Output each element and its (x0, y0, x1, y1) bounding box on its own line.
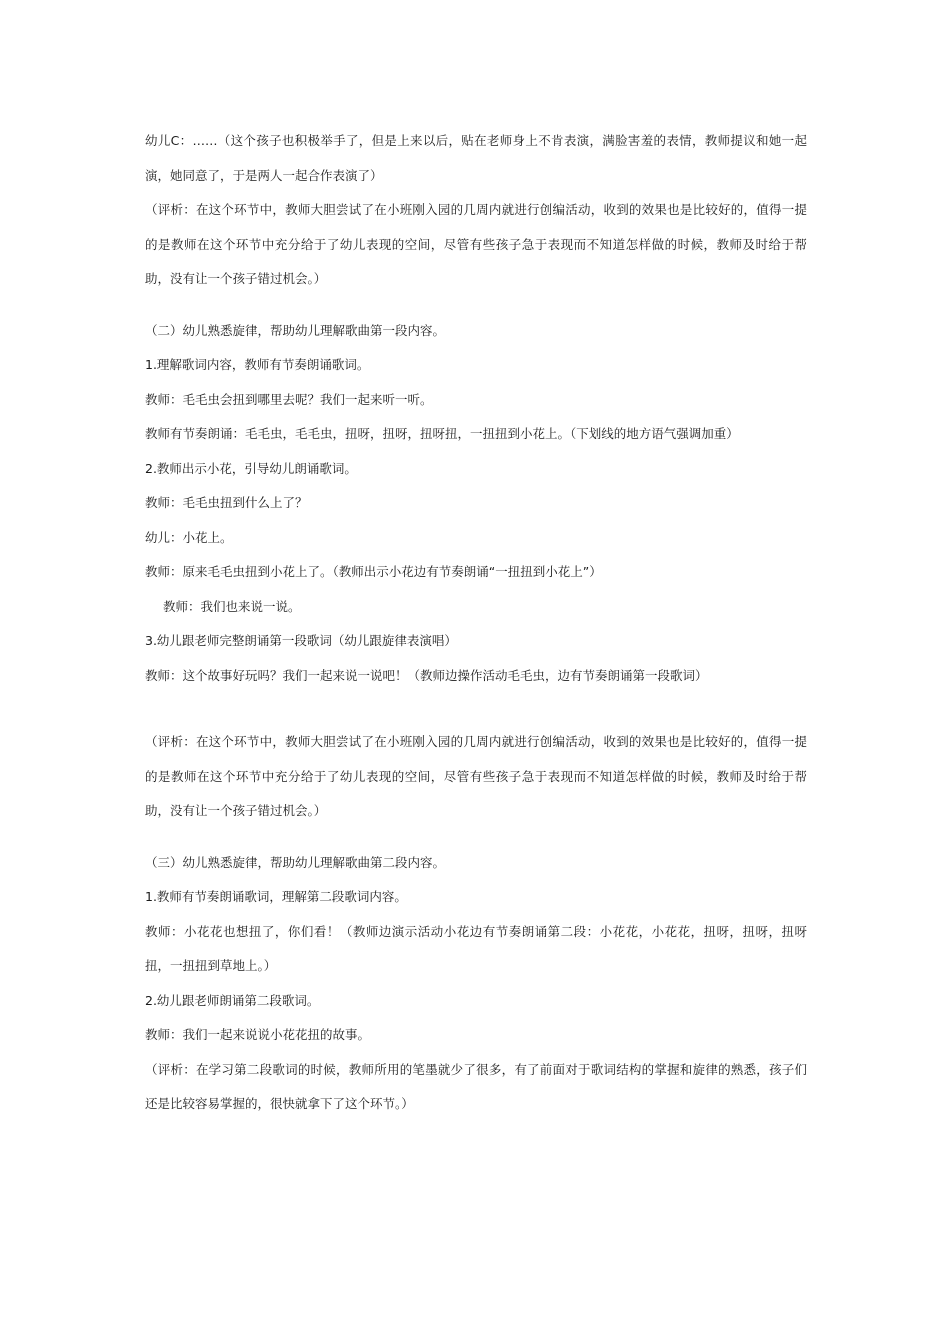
document-page (145, 124, 807, 1122)
section-heading-2: （二）幼儿熟悉旋律，帮助幼儿理解歌曲第一段内容。 (145, 322, 446, 338)
teacher-line-2: 教师：毛毛虫扭到什么上了？ (145, 495, 308, 510)
teacher-line-7: 教师：我们一起来说说小花花扭的故事。 (145, 1027, 371, 1042)
step-1-heading: 1.理解歌词内容，教师有节奏朗诵歌词。 (145, 357, 370, 372)
commentary-paragraph-1: （评析：在这个环节中，教师大胆尝试了在小班刚入园的几周内就进行创编活动，收到的效果也是比较好的，值得一提的是教师在这个环节中充分给于了幼儿表现的空间，尽管有些孩子急于表现而不知道怎样做的时候，教师及时给于帮助，没有让一个孩子错过机会。） (145, 202, 807, 286)
teacher-line-3: 教师：原来毛毛虫扭到小花上了。（教师出示小花边有节奏朗诵“一扭扭到小花上”） (145, 564, 602, 579)
step-2-heading-part-3: 2.幼儿跟老师朗诵第二段歌词。 (145, 992, 320, 1008)
section-heading-3: （三）幼儿熟悉旋律，帮助幼儿理解歌曲第二段内容。 (145, 854, 446, 870)
teacher-line-1: 教师：毛毛虫会扭到哪里去呢？我们一起来听一听。 (145, 391, 433, 407)
teacher-recitation: 教师有节奏朗诵：毛毛虫，毛毛虫，扭呀，扭呀，扭呀扭，一扭扭到小花上。（下划线的地方语气强调加重） (145, 426, 739, 441)
teacher-line-5: 教师：这个故事好玩吗？我们一起来说一说吧！（教师边操作活动毛毛虫，边有节奏朗诵第一段歌词） (145, 667, 708, 683)
step-3-heading: 3.幼儿跟老师完整朗诵第一段歌词（幼儿跟旋律表演唱） (145, 633, 457, 648)
child-line-1: 幼儿：小花上。 (145, 529, 233, 545)
commentary-paragraph-2: （评析：在这个环节中，教师大胆尝试了在小班刚入园的几周内就进行创编活动，收到的效果也是比较好的，值得一提的是教师在这个环节中充分给于了幼儿表现的空间，尽管有些孩子急于表现而不知道怎样做的时候，教师及时给于帮助，没有让一个孩子错过机会。） (145, 734, 807, 818)
step-2-heading: 2.教师出示小花，引导幼儿朗诵歌词。 (145, 460, 357, 476)
step-1-heading-part-3: 1.教师有节奏朗诵歌词，理解第二段歌词内容。 (145, 889, 407, 904)
teacher-line-6: 教师：小花花也想扭了，你们看！（教师边演示活动小花边有节奏朗诵第二段：小花花，小花花，扭呀，扭呀，扭呀扭，一扭扭到草地上。） (145, 923, 807, 973)
dialogue-child-c: 幼儿C：……（这个孩子也积极举手了，但是上来以后，贴在老师身上不肯表演，满脸害羞的表情，教师提议和她一起演，她同意了，于是两人一起合作表演了） (145, 133, 807, 183)
teacher-line-4: 教师：我们也来说一说。 (163, 598, 301, 614)
commentary-paragraph-3: （评析：在学习第二段歌词的时候，教师所用的笔墨就少了很多，有了前面对于歌词结构的掌握和旋律的熟悉，孩子们还是比较容易掌握的，很快就拿下了这个环节。） (145, 1061, 807, 1111)
